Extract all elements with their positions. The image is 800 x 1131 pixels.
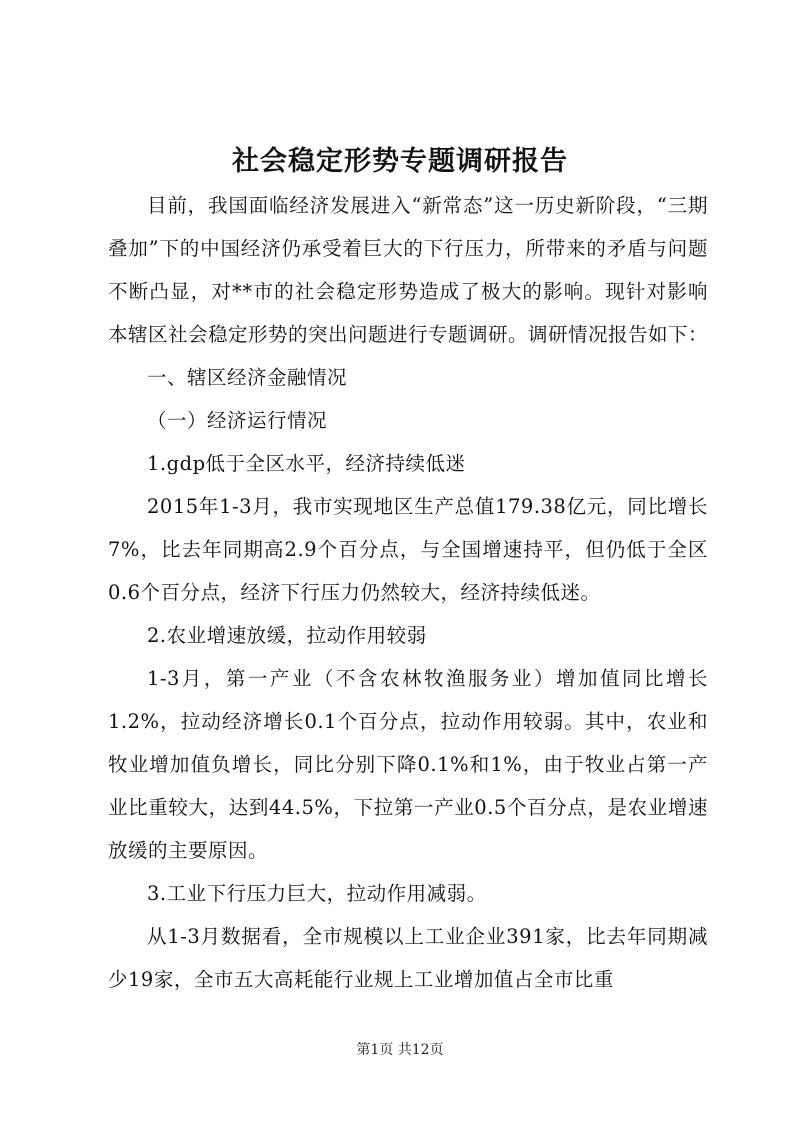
point-paragraph-1: 2015年1-3月，我市实现地区生产总值179.38亿元，同比增长7%，比去年同期高2.9个百分点，与全国增速持平，但仍低于全区0.6个百分点，经济下行压力仍然较大，经济持续低迷。 bbox=[108, 495, 708, 604]
page-footer: 第1页 共12页 bbox=[356, 1042, 444, 1058]
point-paragraph-2: 1-3月，第一产业（不含农林牧渔服务业）增加值同比增长1.2%，拉动经济增长0.1个百分点，拉动作用较弱。其中，农业和牧业增加值负增长，同比分别下降0.1%和1%，由于牧业占第一产业比重较大，达到44.5%，下拉第一产业0.5个百分点，是农业增速放缓的主要原因。 bbox=[108, 667, 708, 862]
point-heading-3: 3.工业下行压力巨大，拉动作用减弱。 bbox=[147, 882, 487, 905]
intro-paragraph: 目前，我国面临经济发展进入“新常态”这一历史新阶段，“三期叠加”下的中国经济仍承受着巨大的下行压力，所带来的矛盾与问题不断凸显，对**市的社会稳定形势造成了极大的影响。现针对影响本辖区社会稳定形势的突出问题进行专题调研。调研情况报告如下： bbox=[108, 194, 709, 346]
document-title: 社会稳定形势专题调研报告 bbox=[232, 146, 568, 177]
point-heading-2: 2.农业增速放缓，拉动作用较弱 bbox=[147, 624, 427, 647]
section-heading-1: 一、辖区经济金融情况 bbox=[147, 366, 348, 389]
document-body bbox=[108, 184, 708, 1001]
subsection-heading-1: （一）经济运行情况 bbox=[147, 409, 328, 432]
point-heading-1: 1.gdp低于全区水平，经济持续低迷 bbox=[147, 452, 466, 475]
point-paragraph-3: 从1-3月数据看，全市规模以上工业企业391家，比去年同期减少19家，全市五大高耗能行业规上工业增加值占全市比重 bbox=[108, 925, 708, 991]
